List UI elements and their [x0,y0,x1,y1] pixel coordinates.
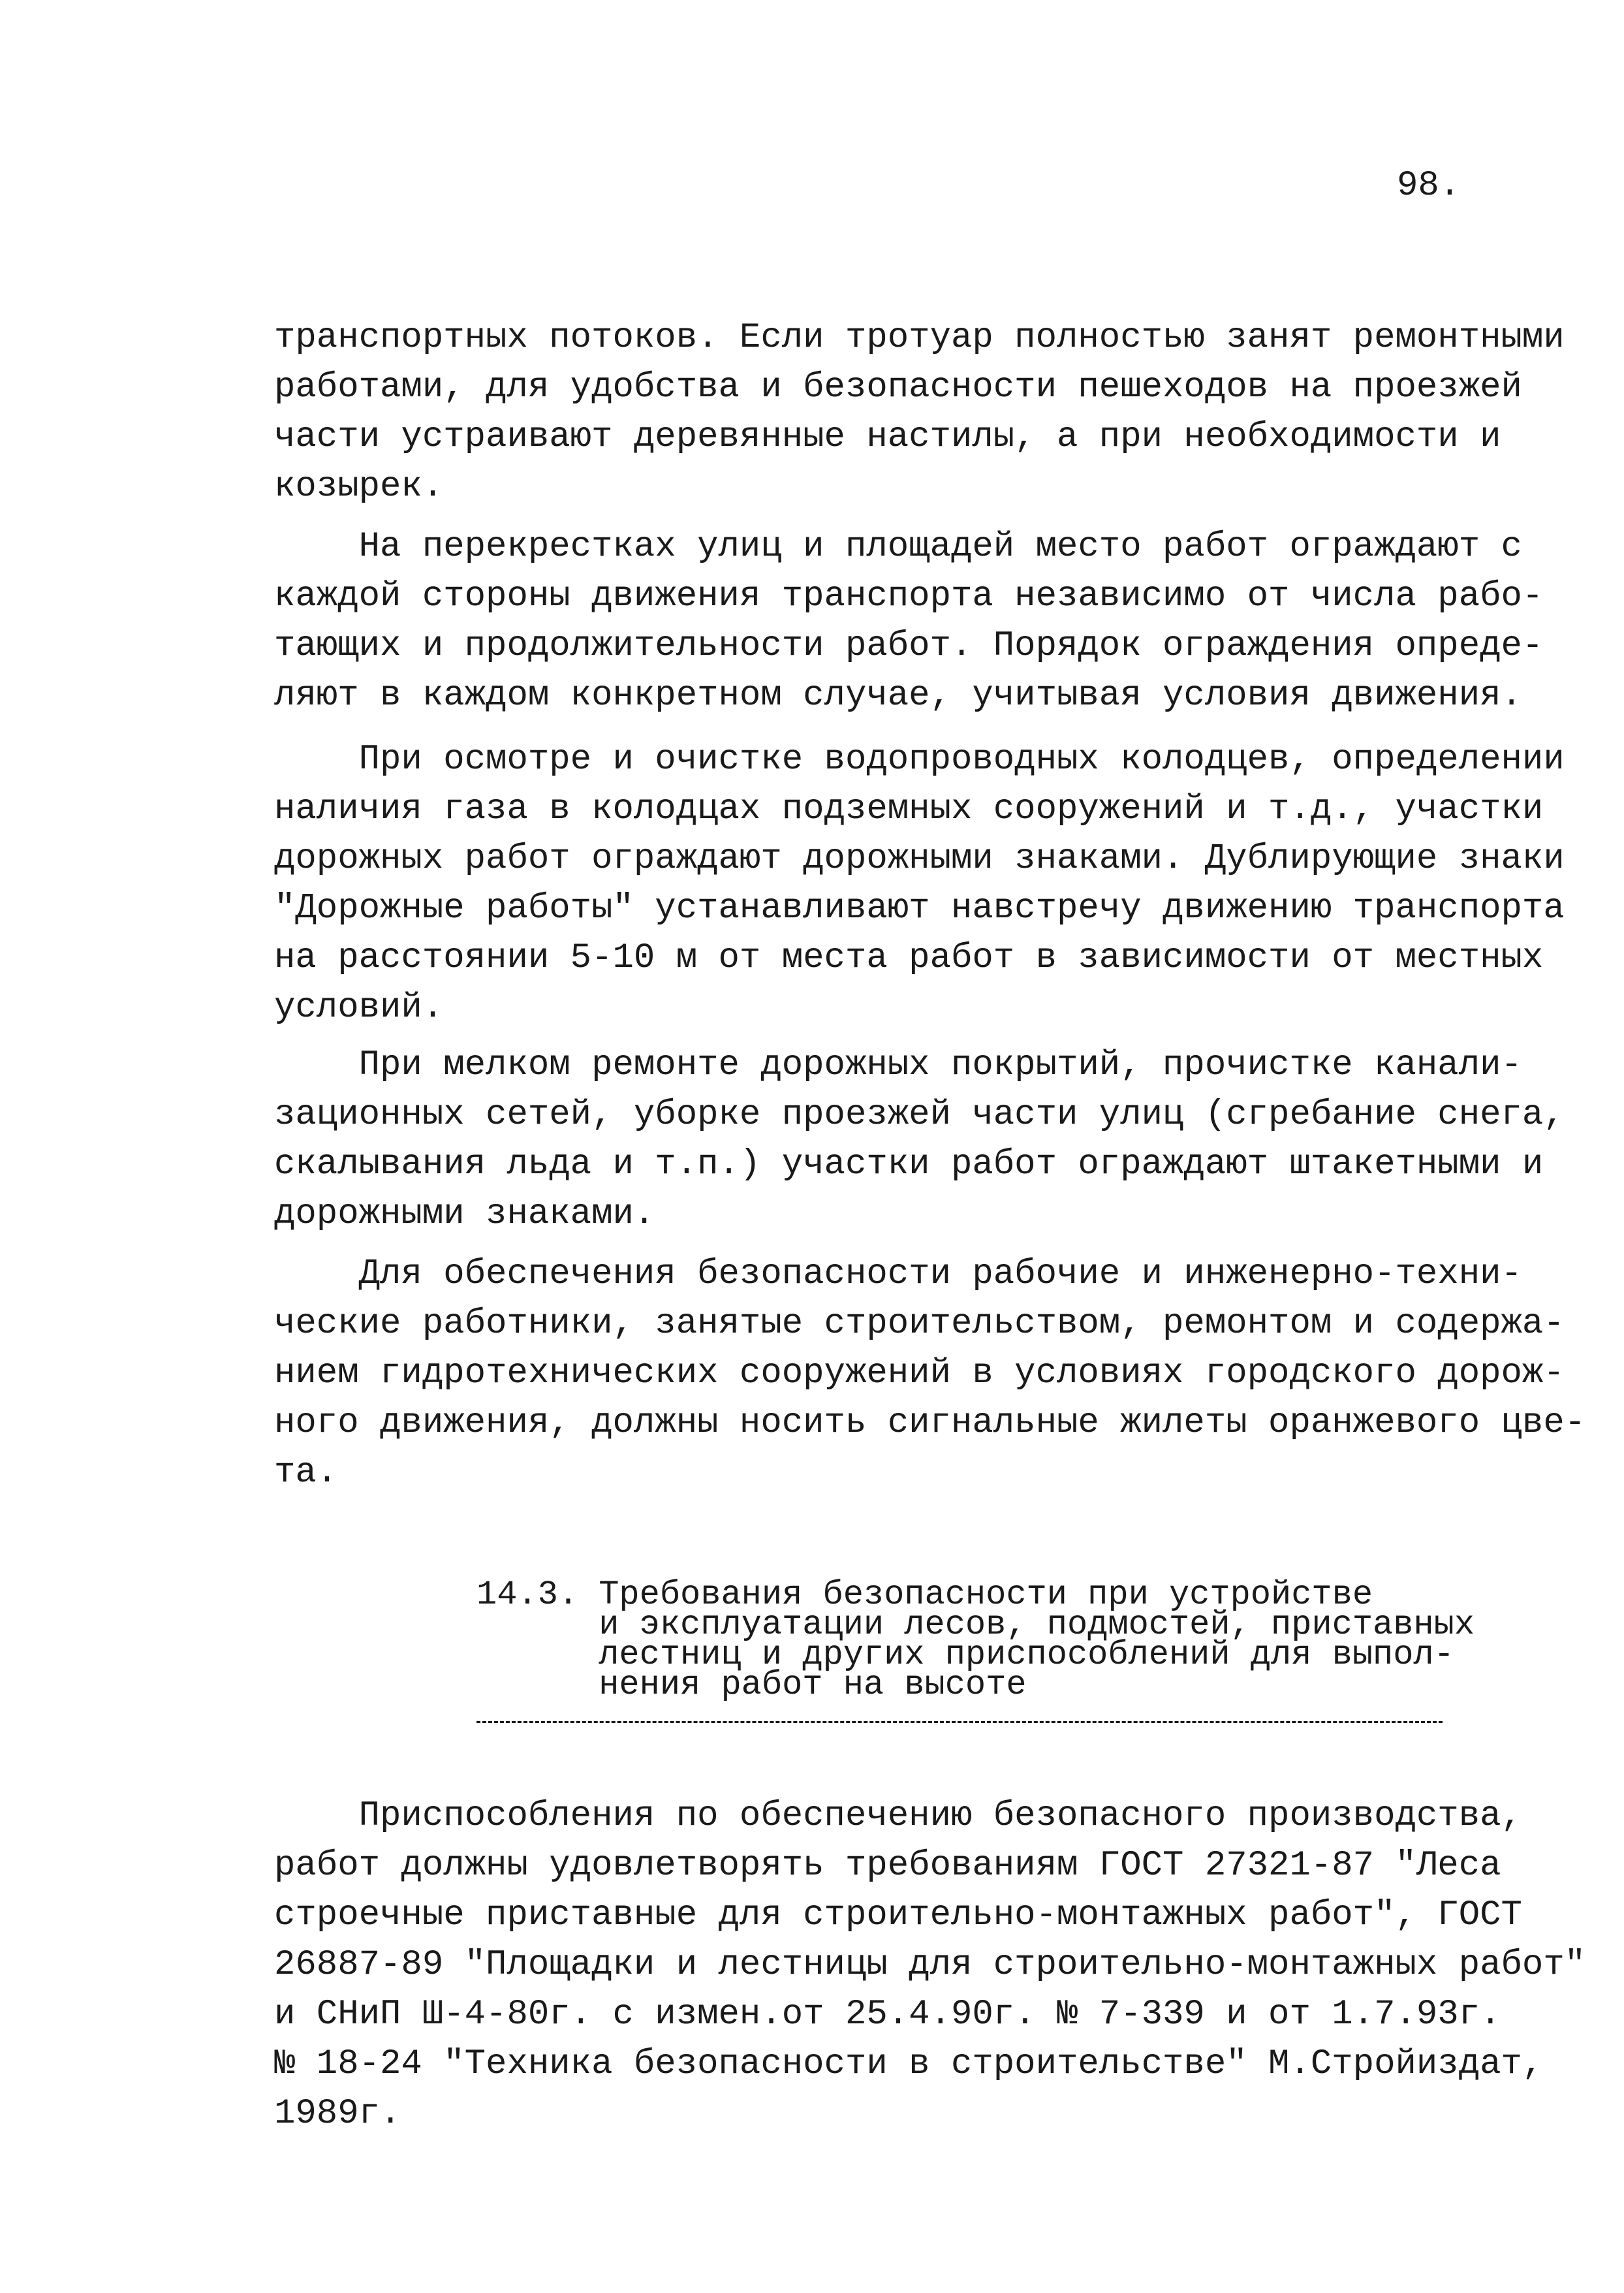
text-line: дорожных работ ограждают дорожными знаками. Дублирующие знаки [274,839,1565,879]
page-number: 98. [1397,166,1461,206]
text-line: ного движения, должны носить сигнальные жилеты оранжевого цве- [274,1403,1586,1443]
text-line: При осмотре и очистке водопроводных колодцев, определении [274,740,1565,780]
text-line: каждой стороны движения транспорта независимо от числа рабо- [274,577,1544,616]
paragraph-5 [274,1250,1586,1498]
heading-line: и эксплуатации лесов, подмостей, приставных [476,1605,1475,1644]
text-line: дорожными знаками. [274,1194,655,1234]
text-line: ляют в каждом конкретном случае, учитывая условия движения. [274,676,1522,716]
paragraph-1 [274,313,1567,512]
text-line: скалывания льда и т.п.) участки работ ограждают штакетными и [274,1145,1544,1184]
text-line: Для обеспечения безопасности рабочие и инженерно-техни- [274,1254,1522,1294]
heading-underline [476,1721,1443,1723]
text-line: транспортных потоков. Если тротуар полностью занят ремонтными [274,318,1565,358]
text-line: и СНиП Ш-4-80г. с измен.от 25.4.90г. № 7-339 и от 1.7.93г. [274,1995,1501,2034]
text-line: На перекрестках улиц и площадей место работ ограждают с [274,527,1522,567]
paragraph-3 [274,735,1567,1033]
text-line: Приспособления по обеспечению безопасного производства, [274,1796,1522,1836]
text-line: части устраивают деревянные настилы, а при необходимости и [274,417,1501,457]
text-line: "Дорожные работы" устанавливают навстречу движению транспорта [274,889,1565,928]
text-line: козырек. [274,467,444,507]
text-line: зационных сетей, уборке проезжей части улиц (сгребание снега, [274,1095,1565,1135]
text-line: строечные приставные для строительно-монтажных работ", ГОСТ [274,1895,1522,1935]
closing-paragraph [274,1792,1586,2139]
text-line: При мелком ремонте дорожных покрытий, прочистке канали- [274,1045,1522,1085]
text-line: наличия газа в колодцах подземных сооружений и т.д., участки [274,789,1544,829]
text-line: 1989г. [274,2094,401,2134]
section-heading [476,1575,1475,1704]
text-line: на расстоянии 5-10 м от места работ в зависимости от местных [274,938,1544,978]
text-line: условий. [274,988,444,1028]
heading-line: лестниц и других приспособлений для выпол- [476,1636,1454,1674]
text-line: ческие работники, занятые строительством, ремонтом и содержа- [274,1304,1565,1344]
text-line: 26887-89 "Площадки и лестницы для строительно-монтажных работ" [274,1945,1586,1985]
paragraph-2 [274,522,1567,721]
text-line: работ должны удовлетворять требованиям ГОСТ 27321-87 "Леса [274,1846,1501,1886]
text-line: работами, для удобства и безопасности пешеходов на проезжей [274,368,1522,407]
text-line: тающих и продолжительности работ. Порядок ограждения опреде- [274,626,1544,666]
text-line: № 18-24 "Техника безопасности в строительстве" М.Стройиздат, [274,2044,1544,2084]
heading-line: нения работ на высоте [476,1666,1027,1704]
text-line: нием гидротехнических сооружений в условиях городского дорож- [274,1353,1565,1393]
heading-line: 14.3. Требования безопасности при устройстве [476,1575,1373,1614]
text-line: та. [274,1453,338,1493]
paragraph-4 [274,1041,1567,1239]
